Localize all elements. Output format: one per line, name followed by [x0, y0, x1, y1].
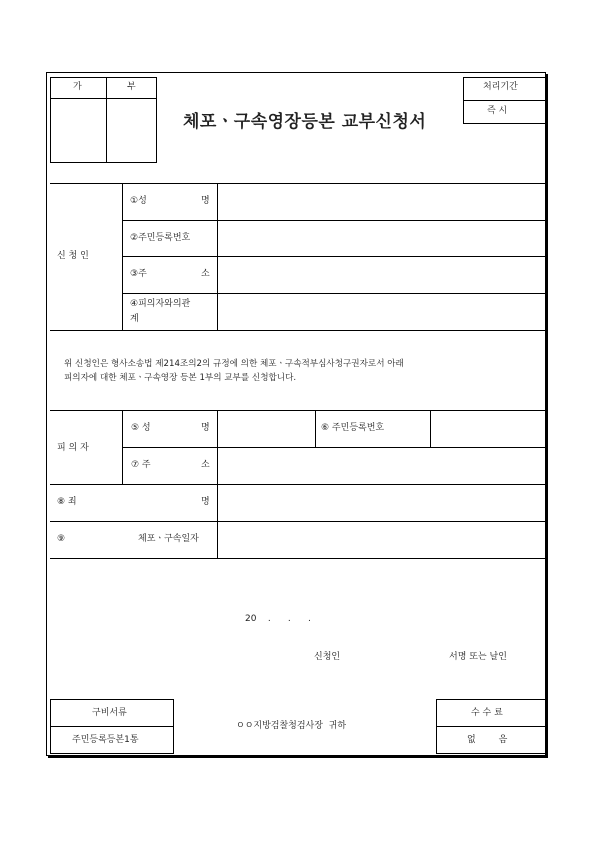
crime-bottom-line — [50, 521, 546, 522]
crime-label-end: 명 — [201, 497, 210, 507]
suspect-top-line — [50, 410, 546, 411]
attachments-label: 구비서류 — [92, 708, 127, 718]
approval-box — [50, 77, 157, 163]
arrest-date-num: ⑨ — [57, 534, 66, 544]
applicant-name-label-end: 명 — [201, 196, 210, 206]
addressee: ㅇㅇ지방검찰청검사장 귀하 — [236, 721, 347, 731]
crime-label: ⑧ 죄 — [57, 497, 77, 507]
suspect-name-label: ⑤ 성 — [131, 423, 151, 433]
attachments-divider — [50, 726, 174, 727]
arrest-bottom-line — [50, 558, 546, 559]
applicant-name-label: ①성 — [130, 196, 147, 206]
statement-line-1: 위 신청인은 형사소송법 제214조의2의 규정에 의한 체포ㆍ구속적부심사청구권자로서 아래 — [64, 359, 404, 369]
sign-or-seal-label: 서명 또는 날인 — [449, 652, 507, 662]
processing-label: 처리기간 — [483, 82, 518, 92]
applicant-address-label: ③주 — [130, 269, 147, 279]
suspect-address-label: ⑦ 주 — [131, 460, 151, 470]
applicant-row-line-1 — [122, 220, 546, 221]
arrest-date-label: 체포ㆍ구속일자 — [138, 534, 199, 544]
approval-divider — [106, 77, 107, 163]
suspect-row-line — [122, 447, 546, 448]
page-title: 체포ㆍ구속영장등본 교부신청서 — [183, 112, 427, 132]
applicant-row-line-2 — [122, 256, 546, 257]
applicant-top-line — [50, 183, 546, 184]
processing-divider — [463, 100, 546, 101]
suspect-rrn-label: ⑥ 주민등록번호 — [321, 423, 385, 433]
suspect-address-label-end: 소 — [201, 460, 210, 470]
date-line: 20 . . . — [245, 614, 311, 624]
applicant-address-label-end: 소 — [201, 269, 210, 279]
applicant-sign-label: 신청인 — [314, 652, 341, 662]
applicant-relation-label-1: ④피의자와의관 — [130, 299, 191, 309]
applicant-section-label: 신 청 인 — [57, 251, 89, 261]
approval-bu: 부 — [127, 82, 136, 92]
fee-divider — [436, 726, 546, 727]
approval-ga: 가 — [73, 82, 82, 92]
attachments-value: 주민등록등본1통 — [72, 735, 139, 745]
fee-value: 없 음 — [467, 735, 508, 745]
applicant-row-line-3 — [122, 293, 546, 294]
processing-value: 즉 시 — [487, 106, 508, 116]
suspect-section-label: 피 의 자 — [57, 443, 89, 453]
suspect-name-label-end: 명 — [201, 423, 210, 433]
suspect-bottom-line — [50, 484, 546, 485]
approval-header-line — [50, 98, 157, 99]
suspect-rrn-col-left — [315, 410, 316, 447]
applicant-rrn-label: ②주민등록번호 — [130, 233, 191, 243]
suspect-rrn-col-right — [430, 410, 431, 447]
statement-line-2: 피의자에 대한 체포ㆍ구속영장 등본 1부의 교부를 신청합니다. — [64, 373, 297, 383]
fee-label: 수 수 료 — [471, 708, 503, 718]
applicant-bottom-line — [50, 330, 546, 331]
applicant-relation-label-2: 계 — [130, 314, 139, 324]
